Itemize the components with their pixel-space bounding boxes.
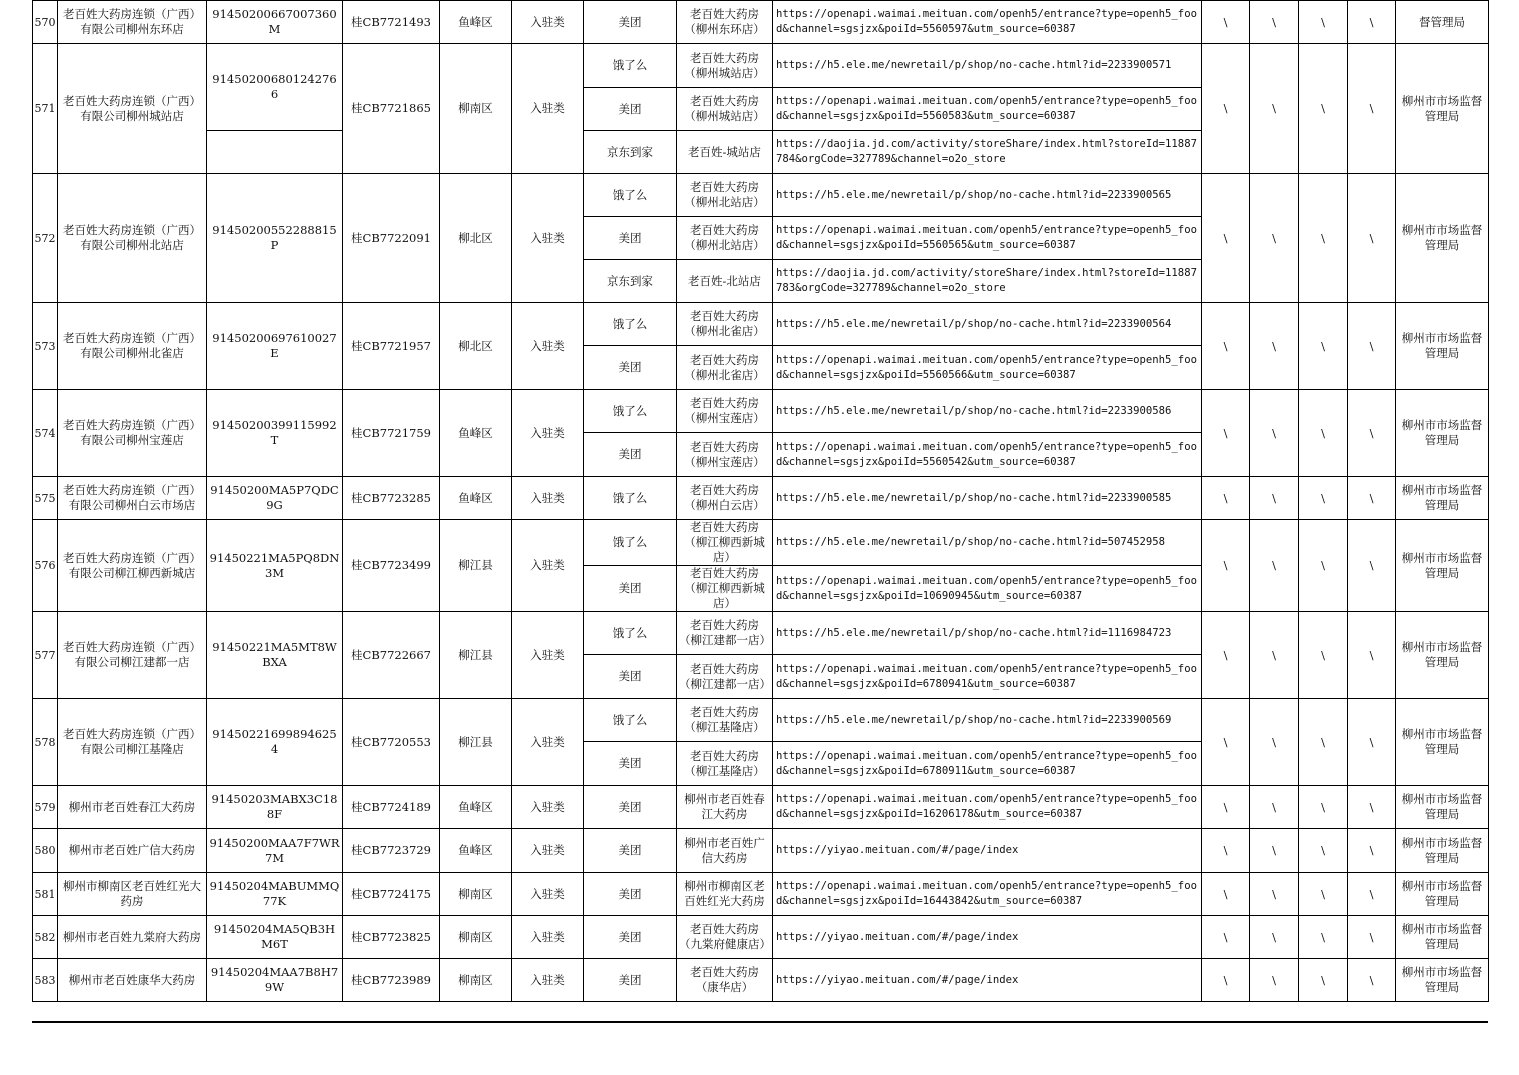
mark-cell: \ [1348, 873, 1396, 916]
entry-type-cell: 入驻类 [512, 1, 584, 44]
mark-cell: \ [1299, 786, 1348, 829]
store-link-cell[interactable]: https://h5.ele.me/newretail/p/shop/no-cache.html?id=507452958 [773, 520, 1202, 566]
mark-cell: \ [1299, 829, 1348, 873]
store-name-cell: 老百姓大药房（康华店） [677, 959, 773, 1002]
company-name-cell: 老百姓大药房连锁（广西）有限公司柳州东环店 [58, 1, 207, 44]
authority-cell: 柳州市市场监督管理局 [1396, 786, 1489, 829]
authority-cell: 柳州市市场监督管理局 [1396, 916, 1489, 959]
platform-name-cell: 美团 [584, 433, 677, 477]
mark-cell: \ [1202, 699, 1250, 786]
company-name-cell: 柳州市柳南区老百姓红光大药房 [58, 873, 207, 916]
authority-cell: 柳州市市场监督管理局 [1396, 959, 1489, 1002]
store-link-cell[interactable]: https://openapi.waimai.meituan.com/openh5/entrance?type=openh5_food&channel=sgsjzx&poiId=5560566&utm_source=60387 [773, 346, 1202, 390]
platform-name-cell: 美团 [584, 829, 677, 873]
mark-cell: \ [1202, 829, 1250, 873]
store-link-cell[interactable]: https://daojia.jd.com/activity/storeShare/index.html?storeId=11887784&orgCode=327789&channel=o2o_store [773, 131, 1202, 174]
platform-name-cell: 美团 [584, 217, 677, 260]
entry-type-cell: 入驻类 [512, 477, 584, 520]
district-cell: 柳江县 [440, 612, 512, 699]
mark-cell: \ [1299, 1, 1348, 44]
entry-type-cell: 入驻类 [512, 959, 584, 1002]
store-link-cell[interactable]: https://openapi.waimai.meituan.com/openh5/entrance?type=openh5_food&channel=sgsjzx&poiId=5560583&utm_source=60387 [773, 88, 1202, 131]
company-name-cell: 老百姓大药房连锁（广西）有限公司柳州宝莲店 [58, 390, 207, 477]
row-number-cell: 576 [33, 520, 58, 612]
mark-cell: \ [1250, 390, 1299, 477]
license-number-cell: 桂CB7720553 [343, 699, 440, 786]
store-link-cell[interactable]: https://openapi.waimai.meituan.com/openh5/entrance?type=openh5_food&channel=sgsjzx&poiId=6780911&utm_source=60387 [773, 742, 1202, 786]
store-name-cell: 老百姓大药房（柳江基隆店） [677, 742, 773, 786]
entry-type-cell: 入驻类 [512, 829, 584, 873]
row-number-cell: 580 [33, 829, 58, 873]
company-name-cell: 柳州市老百姓广信大药房 [58, 829, 207, 873]
platform-name-cell: 饿了么 [584, 477, 677, 520]
store-name-cell: 老百姓大药房（柳江建都一店） [677, 655, 773, 699]
credit-code-cell: 91450204MA5QB3HM6T [207, 916, 343, 959]
mark-cell: \ [1202, 916, 1250, 959]
row-number-cell: 571 [33, 44, 58, 174]
table-row [33, 916, 1489, 959]
row-number-cell: 572 [33, 174, 58, 303]
row-number-cell: 574 [33, 390, 58, 477]
district-cell: 柳南区 [440, 916, 512, 959]
license-number-cell: 桂CB7724189 [343, 786, 440, 829]
mark-cell: \ [1202, 390, 1250, 477]
platform-name-cell: 美团 [584, 88, 677, 131]
row-number-cell: 581 [33, 873, 58, 916]
license-number-cell: 桂CB7722091 [343, 174, 440, 303]
store-link-cell[interactable]: https://openapi.waimai.meituan.com/openh5/entrance?type=openh5_food&channel=sgsjzx&poiId=16443842&utm_source=60387 [773, 873, 1202, 916]
license-number-cell: 桂CB7721759 [343, 390, 440, 477]
mark-cell: \ [1250, 829, 1299, 873]
mark-cell: \ [1348, 174, 1396, 303]
store-name-cell: 老百姓大药房（九棠府健康店） [677, 916, 773, 959]
store-name-cell: 柳州市老百姓春江大药房 [677, 786, 773, 829]
row-number-cell: 579 [33, 786, 58, 829]
license-number-cell: 桂CB7724175 [343, 873, 440, 916]
store-name-cell: 老百姓大药房（柳州城站店） [677, 88, 773, 131]
license-number-cell: 桂CB7722667 [343, 612, 440, 699]
entry-type-cell: 入驻类 [512, 174, 584, 303]
store-link-cell[interactable]: https://openapi.waimai.meituan.com/openh5/entrance?type=openh5_food&channel=sgsjzx&poiId=6780941&utm_source=60387 [773, 655, 1202, 699]
store-name-cell: 柳州市老百姓广信大药房 [677, 829, 773, 873]
table-row [33, 829, 1489, 873]
license-number-cell: 桂CB7723989 [343, 959, 440, 1002]
table-row [33, 174, 1489, 217]
row-number-cell: 573 [33, 303, 58, 390]
store-name-cell: 老百姓大药房（柳州北雀店） [677, 303, 773, 346]
platform-name-cell: 美团 [584, 655, 677, 699]
authority-cell: 柳州市市场监督管理局 [1396, 174, 1489, 303]
entry-type-cell: 入驻类 [512, 916, 584, 959]
license-number-cell: 桂CB7721493 [343, 1, 440, 44]
row-number-cell: 578 [33, 699, 58, 786]
company-name-cell: 柳州市老百姓九棠府大药房 [58, 916, 207, 959]
table-row [33, 786, 1489, 829]
store-name-cell: 老百姓大药房（柳州北雀店） [677, 346, 773, 390]
platform-name-cell: 饿了么 [584, 612, 677, 655]
store-name-cell: 老百姓大药房（柳州白云店） [677, 477, 773, 520]
mark-cell: \ [1202, 44, 1250, 174]
store-link-cell[interactable]: https://openapi.waimai.meituan.com/openh5/entrance?type=openh5_food&channel=sgsjzx&poiId=16206178&utm_source=60387 [773, 786, 1202, 829]
license-number-cell: 桂CB7723285 [343, 477, 440, 520]
table-row [33, 390, 1489, 433]
registry-table-sheet [32, 7, 1488, 1022]
mark-cell: \ [1299, 699, 1348, 786]
mark-cell: \ [1348, 829, 1396, 873]
table-row [33, 959, 1489, 1002]
store-link-cell[interactable]: https://openapi.waimai.meituan.com/openh5/entrance?type=openh5_food&channel=sgsjzx&poiId=5560597&utm_source=60387 [773, 1, 1202, 44]
platform-name-cell: 美团 [584, 916, 677, 959]
store-link-cell[interactable]: https://h5.ele.me/newretail/p/shop/no-cache.html?id=2233900585 [773, 477, 1202, 520]
store-name-cell: 老百姓大药房（柳江柳西新城店） [677, 520, 773, 566]
mark-cell: \ [1299, 44, 1348, 174]
mark-cell: \ [1202, 786, 1250, 829]
credit-code-cell: 91450221MA5MT8WBXA [207, 612, 343, 699]
authority-cell: 柳州市市场监督管理局 [1396, 829, 1489, 873]
district-cell: 柳南区 [440, 959, 512, 1002]
authority-cell: 柳州市市场监督管理局 [1396, 873, 1489, 916]
credit-code-empty-cell [207, 131, 343, 174]
authority-cell: 柳州市市场监督管理局 [1396, 303, 1489, 390]
credit-code-cell: 91450221MA5PQ8DN3M [207, 520, 343, 612]
mark-cell: \ [1202, 520, 1250, 612]
platform-name-cell: 美团 [584, 346, 677, 390]
store-link-cell[interactable]: https://yiyao.meituan.com/#/page/index [773, 959, 1202, 1002]
credit-code-cell: 91450204MAA7B8H79W [207, 959, 343, 1002]
table-row [33, 44, 1489, 88]
authority-cell: 柳州市市场监督管理局 [1396, 520, 1489, 612]
mark-cell: \ [1202, 477, 1250, 520]
platform-name-cell: 饿了么 [584, 390, 677, 433]
table-row [33, 477, 1489, 520]
authority-cell: 柳州市市场监督管理局 [1396, 612, 1489, 699]
mark-cell: \ [1202, 873, 1250, 916]
company-name-cell: 老百姓大药房连锁（广西）有限公司柳江基隆店 [58, 699, 207, 786]
company-name-cell: 老百姓大药房连锁（广西）有限公司柳江柳西新城店 [58, 520, 207, 612]
mark-cell: \ [1348, 699, 1396, 786]
platform-name-cell: 美团 [584, 786, 677, 829]
platform-name-cell: 饿了么 [584, 174, 677, 217]
credit-code-cell: 91450203MABX3C188F [207, 786, 343, 829]
row-number-cell: 577 [33, 612, 58, 699]
store-name-cell: 老百姓-北站店 [677, 260, 773, 303]
store-name-cell: 柳州市柳南区老百姓红光大药房 [677, 873, 773, 916]
table-row [33, 520, 1489, 566]
store-link-cell[interactable]: https://openapi.waimai.meituan.com/openh5/entrance?type=openh5_food&channel=sgsjzx&poiId=10690945&utm_source=60387 [773, 566, 1202, 612]
district-cell: 鱼峰区 [440, 786, 512, 829]
district-cell: 柳北区 [440, 174, 512, 303]
row-number-cell: 582 [33, 916, 58, 959]
entry-type-cell: 入驻类 [512, 612, 584, 699]
mark-cell: \ [1348, 959, 1396, 1002]
district-cell: 柳南区 [440, 873, 512, 916]
mark-cell: \ [1202, 1, 1250, 44]
district-cell: 鱼峰区 [440, 390, 512, 477]
mark-cell: \ [1202, 174, 1250, 303]
platform-name-cell: 美团 [584, 566, 677, 612]
store-name-cell: 老百姓大药房（柳州北站店） [677, 217, 773, 260]
company-name-cell: 老百姓大药房连锁（广西）有限公司柳州白云市场店 [58, 477, 207, 520]
store-name-cell: 老百姓大药房（柳州东环店） [677, 1, 773, 44]
company-name-cell: 柳州市老百姓春江大药房 [58, 786, 207, 829]
district-cell: 柳北区 [440, 303, 512, 390]
mark-cell: \ [1348, 916, 1396, 959]
mark-cell: \ [1348, 1, 1396, 44]
entry-type-cell: 入驻类 [512, 786, 584, 829]
credit-code-cell: 914502006801242766 [207, 44, 343, 131]
authority-cell: 督管理局 [1396, 1, 1489, 44]
mark-cell: \ [1250, 699, 1299, 786]
credit-code-cell: 91450200667007360M [207, 1, 343, 44]
entry-type-cell: 入驻类 [512, 520, 584, 612]
credit-code-cell: 91450204MABUMMQ77K [207, 873, 343, 916]
store-link-cell[interactable]: https://daojia.jd.com/activity/storeShare/index.html?storeId=11887783&orgCode=327789&channel=o2o_store [773, 260, 1202, 303]
mark-cell: \ [1202, 303, 1250, 390]
district-cell: 柳江县 [440, 520, 512, 612]
mark-cell: \ [1250, 44, 1299, 174]
credit-code-cell: 91450200MAA7F7WR7M [207, 829, 343, 873]
mark-cell: \ [1250, 612, 1299, 699]
store-link-cell[interactable]: https://openapi.waimai.meituan.com/openh5/entrance?type=openh5_food&channel=sgsjzx&poiId=5560542&utm_source=60387 [773, 433, 1202, 477]
table-row [33, 612, 1489, 655]
entry-type-cell: 入驻类 [512, 699, 584, 786]
platform-name-cell: 美团 [584, 959, 677, 1002]
mark-cell: \ [1299, 477, 1348, 520]
table-row [33, 303, 1489, 346]
mark-cell: \ [1348, 786, 1396, 829]
registry-table [32, 0, 1489, 1002]
mark-cell: \ [1250, 916, 1299, 959]
table-row [33, 873, 1489, 916]
mark-cell: \ [1348, 390, 1396, 477]
mark-cell: \ [1299, 390, 1348, 477]
authority-cell: 柳州市市场监督管理局 [1396, 44, 1489, 174]
mark-cell: \ [1250, 520, 1299, 612]
company-name-cell: 老百姓大药房连锁（广西）有限公司柳江建都一店 [58, 612, 207, 699]
mark-cell: \ [1348, 520, 1396, 612]
store-link-cell[interactable]: https://h5.ele.me/newretail/p/shop/no-cache.html?id=2233900569 [773, 699, 1202, 742]
mark-cell: \ [1299, 916, 1348, 959]
store-link-cell[interactable]: https://h5.ele.me/newretail/p/shop/no-cache.html?id=1116984723 [773, 612, 1202, 655]
credit-code-cell: 91450200552288815P [207, 174, 343, 303]
mark-cell: \ [1299, 612, 1348, 699]
entry-type-cell: 入驻类 [512, 303, 584, 390]
mark-cell: \ [1348, 44, 1396, 174]
table-bottom-border [32, 1021, 1488, 1023]
platform-name-cell: 京东到家 [584, 260, 677, 303]
platform-name-cell: 美团 [584, 873, 677, 916]
platform-name-cell: 美团 [584, 742, 677, 786]
platform-name-cell: 饿了么 [584, 44, 677, 88]
entry-type-cell: 入驻类 [512, 44, 584, 174]
row-number-cell: 570 [33, 1, 58, 44]
store-name-cell: 老百姓大药房（柳江基隆店） [677, 699, 773, 742]
company-name-cell: 老百姓大药房连锁（广西）有限公司柳州北站店 [58, 174, 207, 303]
platform-name-cell: 美团 [584, 1, 677, 44]
credit-code-cell: 91450200697610027E [207, 303, 343, 390]
entry-type-cell: 入驻类 [512, 873, 584, 916]
license-number-cell: 桂CB7721957 [343, 303, 440, 390]
platform-name-cell: 饿了么 [584, 303, 677, 346]
credit-code-cell: 91450200MA5P7QDC9G [207, 477, 343, 520]
platform-name-cell: 饿了么 [584, 699, 677, 742]
district-cell: 鱼峰区 [440, 477, 512, 520]
company-name-cell: 柳州市老百姓康华大药房 [58, 959, 207, 1002]
mark-cell: \ [1299, 303, 1348, 390]
store-name-cell: 老百姓大药房（柳州宝莲店） [677, 433, 773, 477]
mark-cell: \ [1250, 303, 1299, 390]
store-link-cell[interactable]: https://h5.ele.me/newretail/p/shop/no-cache.html?id=2233900571 [773, 44, 1202, 88]
store-name-cell: 老百姓大药房（柳江柳西新城店） [677, 566, 773, 612]
store-name-cell: 老百姓大药房（柳州城站店） [677, 44, 773, 88]
store-link-cell[interactable]: https://yiyao.meituan.com/#/page/index [773, 916, 1202, 959]
platform-name-cell: 饿了么 [584, 520, 677, 566]
mark-cell: \ [1202, 959, 1250, 1002]
mark-cell: \ [1348, 303, 1396, 390]
store-link-cell[interactable]: https://yiyao.meituan.com/#/page/index [773, 829, 1202, 873]
table-row [33, 699, 1489, 742]
license-number-cell: 桂CB7721865 [343, 44, 440, 174]
store-name-cell: 老百姓大药房（柳州北站店） [677, 174, 773, 217]
district-cell: 柳江县 [440, 699, 512, 786]
mark-cell: \ [1250, 873, 1299, 916]
license-number-cell: 桂CB7723499 [343, 520, 440, 612]
authority-cell: 柳州市市场监督管理局 [1396, 390, 1489, 477]
authority-cell: 柳州市市场监督管理局 [1396, 477, 1489, 520]
credit-code-cell: 91450200399115992T [207, 390, 343, 477]
row-number-cell: 583 [33, 959, 58, 1002]
mark-cell: \ [1250, 174, 1299, 303]
district-cell: 鱼峰区 [440, 829, 512, 873]
store-name-cell: 老百姓-城站店 [677, 131, 773, 174]
district-cell: 鱼峰区 [440, 1, 512, 44]
company-name-cell: 老百姓大药房连锁（广西）有限公司柳州北雀店 [58, 303, 207, 390]
mark-cell: \ [1299, 873, 1348, 916]
row-number-cell: 575 [33, 477, 58, 520]
authority-cell: 柳州市市场监督管理局 [1396, 699, 1489, 786]
mark-cell: \ [1348, 612, 1396, 699]
license-number-cell: 桂CB7723729 [343, 829, 440, 873]
mark-cell: \ [1299, 959, 1348, 1002]
store-link-cell[interactable]: https://h5.ele.me/newretail/p/shop/no-cache.html?id=2233900586 [773, 390, 1202, 433]
table-row [33, 1, 1489, 44]
mark-cell: \ [1250, 1, 1299, 44]
mark-cell: \ [1299, 174, 1348, 303]
entry-type-cell: 入驻类 [512, 390, 584, 477]
mark-cell: \ [1250, 786, 1299, 829]
store-link-cell[interactable]: https://openapi.waimai.meituan.com/openh5/entrance?type=openh5_food&channel=sgsjzx&poiId=5560565&utm_source=60387 [773, 217, 1202, 260]
mark-cell: \ [1250, 959, 1299, 1002]
mark-cell: \ [1202, 612, 1250, 699]
store-name-cell: 老百姓大药房（柳江建都一店） [677, 612, 773, 655]
credit-code-cell: 914502216998946254 [207, 699, 343, 786]
store-link-cell[interactable]: https://h5.ele.me/newretail/p/shop/no-cache.html?id=2233900565 [773, 174, 1202, 217]
mark-cell: \ [1250, 477, 1299, 520]
store-name-cell: 老百姓大药房（柳州宝莲店） [677, 390, 773, 433]
district-cell: 柳南区 [440, 44, 512, 174]
mark-cell: \ [1348, 477, 1396, 520]
mark-cell: \ [1299, 520, 1348, 612]
company-name-cell: 老百姓大药房连锁（广西）有限公司柳州城站店 [58, 44, 207, 174]
license-number-cell: 桂CB7723825 [343, 916, 440, 959]
platform-name-cell: 京东到家 [584, 131, 677, 174]
store-link-cell[interactable]: https://h5.ele.me/newretail/p/shop/no-cache.html?id=2233900564 [773, 303, 1202, 346]
